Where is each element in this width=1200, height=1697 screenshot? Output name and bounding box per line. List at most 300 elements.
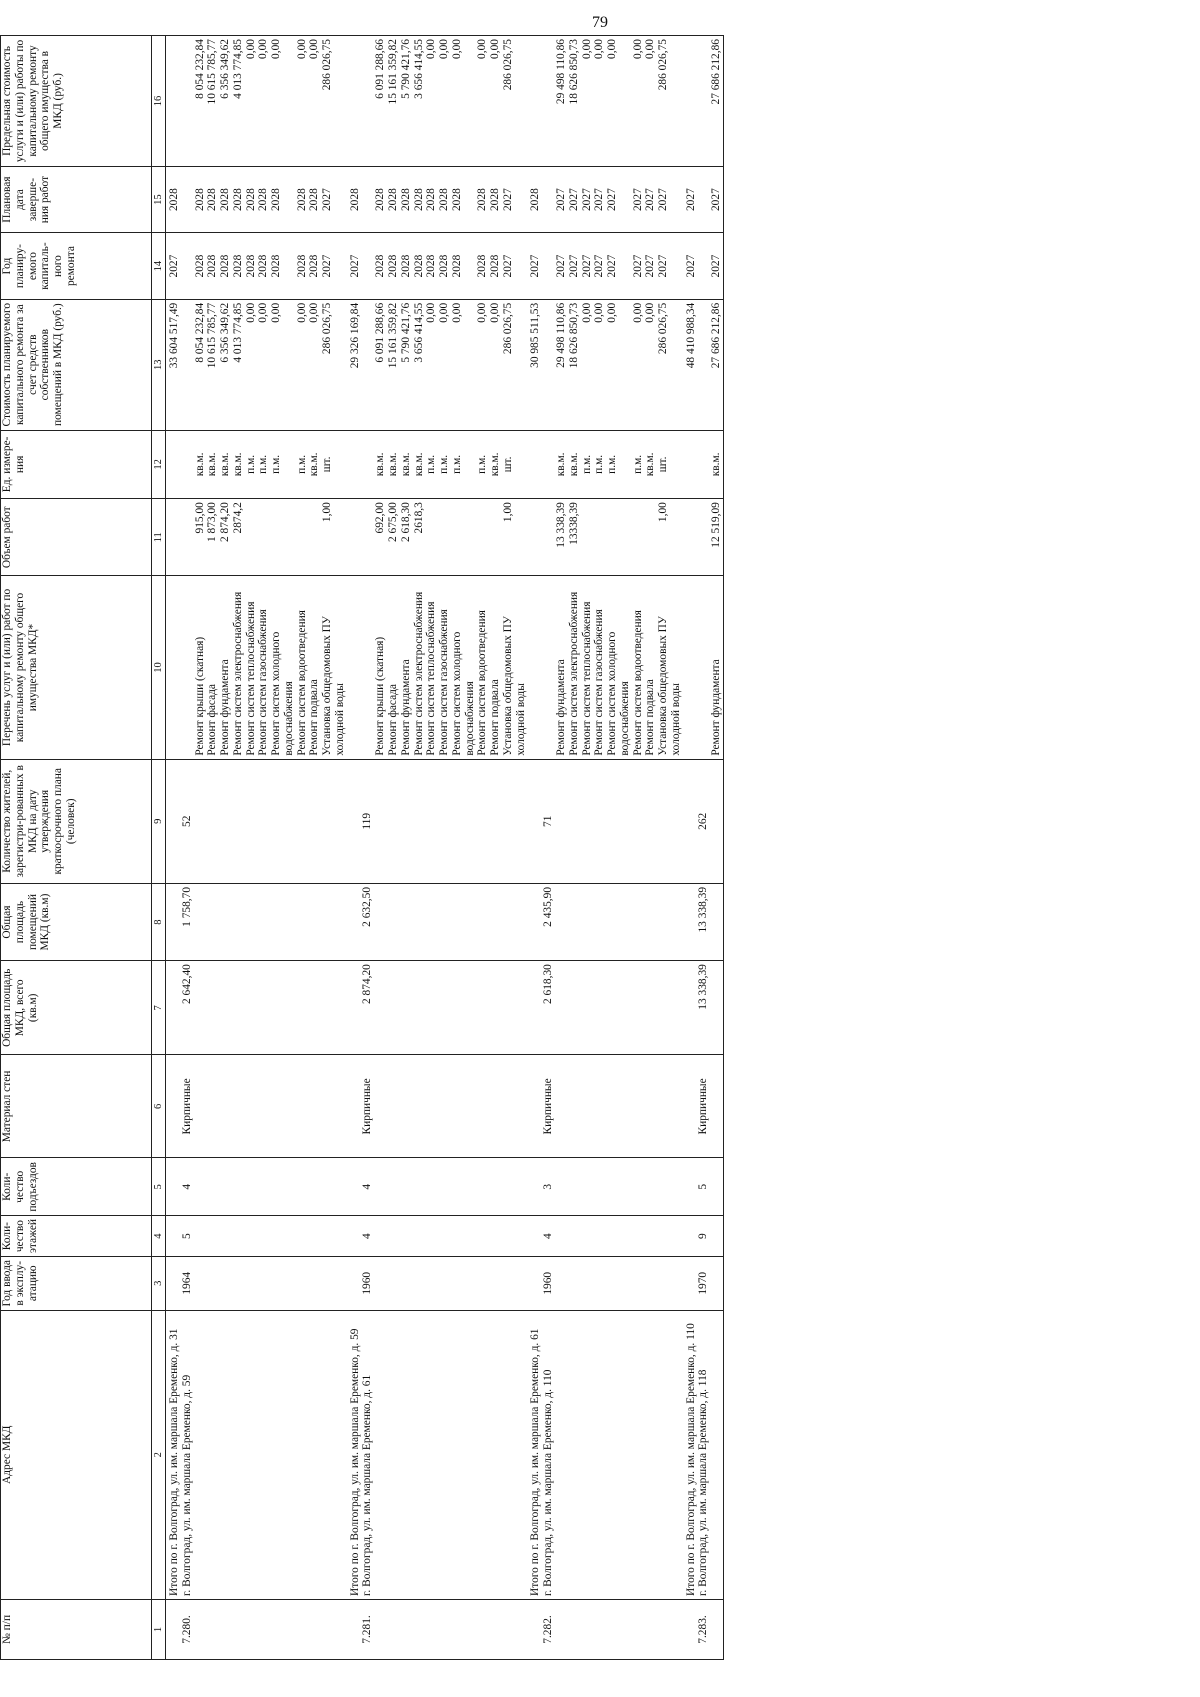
finish-date-cell: 2028 <box>245 166 258 232</box>
volume-cell <box>270 499 296 576</box>
address-cell <box>644 1310 657 1599</box>
year-built-cell <box>308 1256 321 1310</box>
address-cell <box>581 1310 594 1599</box>
unit-cell: кв.м. <box>413 430 426 499</box>
volume-cell <box>632 499 645 576</box>
row-number <box>632 1599 645 1659</box>
plan-year-cell: 2028 <box>438 233 451 299</box>
finish-date-cell: 2028 <box>270 166 296 232</box>
entrances-cell <box>413 1158 426 1216</box>
residents-cell <box>527 759 542 883</box>
rooms-area-cell: 1 758,70 <box>181 883 194 960</box>
wall-material-cell <box>527 1055 542 1158</box>
cost-cell: 0,00 <box>476 299 489 430</box>
year-built-cell <box>581 1256 594 1310</box>
work-row <box>555 36 568 1660</box>
limit-cost-cell: 29 498 110,86 <box>555 36 568 167</box>
plan-year-cell <box>361 233 374 299</box>
address-cell <box>555 1310 568 1599</box>
wall-material-cell: Кирпичные <box>542 1055 555 1158</box>
work-row <box>413 36 426 1660</box>
limit-cost-cell: 6 091 288,66 <box>374 36 387 167</box>
residents-cell <box>194 759 207 883</box>
year-built-cell <box>400 1256 413 1310</box>
limit-cost-cell: 0,00 <box>644 36 657 167</box>
row-number <box>206 1599 219 1659</box>
limit-cost-cell: 8 054 232,84 <box>194 36 207 167</box>
plan-year-cell: 2028 <box>270 233 296 299</box>
column-number: 16 <box>152 36 166 167</box>
finish-date-cell: 2028 <box>194 166 207 232</box>
row-number <box>683 1599 698 1659</box>
plan-year-cell: 2028 <box>489 233 502 299</box>
year-built-cell <box>270 1256 296 1310</box>
cost-cell: 30 985 511,53 <box>527 299 542 430</box>
limit-cost-cell <box>181 36 194 167</box>
residents-cell <box>270 759 296 883</box>
finish-date-cell: 2028 <box>425 166 438 232</box>
work-type-cell: Ремонт фасада <box>387 576 400 759</box>
cost-cell: 3 656 414,55 <box>413 299 426 430</box>
unit-cell <box>527 430 542 499</box>
plan-year-cell: 2027 <box>593 233 606 299</box>
header-cell: Предельная стоимость услуги и (или) работы по капитальному ремонту общего имущества в МКД (руб.) <box>1 36 152 167</box>
work-type-cell: Ремонт систем электроснабжения <box>232 576 245 759</box>
cost-cell: 4 013 774,85 <box>232 299 245 430</box>
work-row <box>502 36 528 1660</box>
header-cell: Ед. измере-ния <box>1 430 152 499</box>
year-built-cell <box>321 1256 347 1310</box>
rooms-area-cell <box>400 883 413 960</box>
entrances-cell <box>296 1158 309 1216</box>
row-number <box>413 1599 426 1659</box>
work-type-cell: Ремонт крыши (скатная) <box>374 576 387 759</box>
total-area-cell <box>489 961 502 1055</box>
unit-cell: п.м. <box>581 430 594 499</box>
cost-cell: 0,00 <box>632 299 645 430</box>
cost-cell: 48 410 988,34 <box>683 299 698 430</box>
residents-cell <box>206 759 219 883</box>
total-area-cell <box>270 961 296 1055</box>
work-row <box>257 36 270 1660</box>
finish-date-cell: 2027 <box>683 166 698 232</box>
rooms-area-cell <box>527 883 542 960</box>
total-area-cell: 13 338,39 <box>697 961 710 1055</box>
entrances-cell <box>400 1158 413 1216</box>
cost-cell: 0,00 <box>438 299 451 430</box>
work-row <box>593 36 606 1660</box>
plan-year-cell: 2027 <box>502 233 528 299</box>
floors-cell: 4 <box>361 1216 374 1257</box>
work-type-cell: Ремонт фундамента <box>400 576 413 759</box>
unit-cell: кв.м. <box>710 430 723 499</box>
column-number: 8 <box>152 883 166 960</box>
finish-date-cell <box>361 166 374 232</box>
address-cell: Итого по г. Волгоград, ул. им. маршала Еременко, д. 31 <box>166 1310 181 1599</box>
total-area-cell <box>451 961 477 1055</box>
total-area-cell <box>657 961 683 1055</box>
total-row <box>166 36 181 1660</box>
rooms-area-cell <box>219 883 232 960</box>
rooms-area-cell <box>593 883 606 960</box>
address-cell <box>206 1310 219 1599</box>
entrances-cell <box>232 1158 245 1216</box>
unit-cell <box>683 430 698 499</box>
work-type-cell <box>683 576 698 759</box>
floors-cell <box>555 1216 568 1257</box>
cost-cell: 0,00 <box>270 299 296 430</box>
row-number <box>451 1599 477 1659</box>
rooms-area-cell <box>425 883 438 960</box>
cost-cell: 6 356 349,62 <box>219 299 232 430</box>
residents-cell <box>606 759 632 883</box>
volume-cell <box>476 499 489 576</box>
volume-cell: 2 618,30 <box>400 499 413 576</box>
year-built-cell: 1960 <box>361 1256 374 1310</box>
cost-cell: 29 498 110,86 <box>555 299 568 430</box>
rooms-area-cell <box>657 883 683 960</box>
entrances-cell: 4 <box>181 1158 194 1216</box>
house-row <box>181 36 194 1660</box>
unit-cell: п.м. <box>245 430 258 499</box>
finish-date-cell: 2027 <box>632 166 645 232</box>
header-cell: № п/п <box>1 1599 152 1659</box>
wall-material-cell <box>476 1055 489 1158</box>
work-type-cell: Ремонт крыши (скатная) <box>194 576 207 759</box>
unit-cell: п.м. <box>451 430 477 499</box>
rotated-table-container <box>0 35 1148 1660</box>
unit-cell: п.м. <box>257 430 270 499</box>
residents-cell <box>232 759 245 883</box>
column-number: 5 <box>152 1158 166 1216</box>
finish-date-cell: 2028 <box>527 166 542 232</box>
residents-cell <box>425 759 438 883</box>
row-number: 7.280. <box>181 1599 194 1659</box>
work-row <box>476 36 489 1660</box>
total-area-cell <box>245 961 258 1055</box>
address-cell <box>219 1310 232 1599</box>
plan-year-cell: 2028 <box>374 233 387 299</box>
entrances-cell <box>581 1158 594 1216</box>
address-cell <box>632 1310 645 1599</box>
rooms-area-cell <box>321 883 347 960</box>
address-cell <box>232 1310 245 1599</box>
work-row <box>321 36 347 1660</box>
address-cell <box>568 1310 581 1599</box>
volume-cell <box>697 499 710 576</box>
row-number <box>270 1599 296 1659</box>
year-built-cell <box>527 1256 542 1310</box>
plan-year-cell <box>697 233 710 299</box>
column-number: 3 <box>152 1256 166 1310</box>
address-cell <box>194 1310 207 1599</box>
wall-material-cell <box>206 1055 219 1158</box>
entrances-cell <box>219 1158 232 1216</box>
residents-cell <box>308 759 321 883</box>
year-built-cell: 1964 <box>181 1256 194 1310</box>
year-built-cell <box>194 1256 207 1310</box>
residents-cell <box>451 759 477 883</box>
volume-cell <box>245 499 258 576</box>
unit-cell: кв.м. <box>374 430 387 499</box>
total-area-cell <box>606 961 632 1055</box>
volume-cell: 2874,2 <box>232 499 245 576</box>
volume-cell <box>644 499 657 576</box>
rooms-area-cell <box>502 883 528 960</box>
finish-date-cell <box>542 166 555 232</box>
residents-cell: 71 <box>542 759 555 883</box>
rooms-area-cell <box>257 883 270 960</box>
residents-cell <box>219 759 232 883</box>
floors-cell <box>710 1216 723 1257</box>
column-number: 2 <box>152 1310 166 1599</box>
header-cell: Количество жителей, зарегистри-рованных в МКД на дату утверждения краткосрочного плана (человек) <box>1 759 152 883</box>
floors-cell <box>270 1216 296 1257</box>
limit-cost-cell: 0,00 <box>606 36 632 167</box>
entrances-cell <box>270 1158 296 1216</box>
finish-date-cell: 2028 <box>451 166 477 232</box>
volume-cell <box>593 499 606 576</box>
finish-date-cell: 2027 <box>593 166 606 232</box>
row-number <box>644 1599 657 1659</box>
volume-cell: 1,00 <box>502 499 528 576</box>
entrances-cell <box>502 1158 528 1216</box>
year-built-cell <box>166 1256 181 1310</box>
column-number: 14 <box>152 233 166 299</box>
unit-cell: шт. <box>502 430 528 499</box>
rooms-area-cell <box>413 883 426 960</box>
total-area-cell <box>166 961 181 1055</box>
wall-material-cell <box>413 1055 426 1158</box>
cost-cell: 0,00 <box>245 299 258 430</box>
plan-year-cell: 2027 <box>683 233 698 299</box>
year-built-cell <box>593 1256 606 1310</box>
volume-cell <box>542 499 555 576</box>
plan-year-cell: 2028 <box>219 233 232 299</box>
unit-cell: кв.м. <box>206 430 219 499</box>
address-cell <box>451 1310 477 1599</box>
work-type-cell: Ремонт систем теплоснабжения <box>425 576 438 759</box>
row-number <box>219 1599 232 1659</box>
cost-cell: 29 326 169,84 <box>347 299 362 430</box>
unit-cell <box>166 430 181 499</box>
floors-cell: 4 <box>542 1216 555 1257</box>
plan-year-cell: 2027 <box>581 233 594 299</box>
cost-cell: 0,00 <box>296 299 309 430</box>
residents-cell: 262 <box>697 759 710 883</box>
floors-cell <box>581 1216 594 1257</box>
limit-cost-cell: 0,00 <box>489 36 502 167</box>
year-built-cell <box>502 1256 528 1310</box>
residents-cell <box>581 759 594 883</box>
residents-cell <box>387 759 400 883</box>
volume-cell: 2618,3 <box>413 499 426 576</box>
address-cell: г. Волгоград, ул. им. маршала Еременко, д. 110 <box>542 1310 555 1599</box>
limit-cost-cell: 0,00 <box>451 36 477 167</box>
plan-year-cell: 2028 <box>206 233 219 299</box>
year-built-cell <box>296 1256 309 1310</box>
rooms-area-cell <box>606 883 632 960</box>
unit-cell: кв.м. <box>644 430 657 499</box>
volume-cell: 1,00 <box>657 499 683 576</box>
finish-date-cell: 2028 <box>257 166 270 232</box>
total-area-cell <box>321 961 347 1055</box>
header-row <box>1 36 152 1660</box>
address-cell <box>257 1310 270 1599</box>
year-built-cell <box>606 1256 632 1310</box>
finish-date-cell: 2028 <box>374 166 387 232</box>
floors-cell <box>166 1216 181 1257</box>
row-number <box>476 1599 489 1659</box>
column-number: 4 <box>152 1216 166 1257</box>
total-area-cell <box>219 961 232 1055</box>
entrances-cell <box>527 1158 542 1216</box>
plan-year-cell: 2027 <box>710 233 723 299</box>
finish-date-cell: 2027 <box>502 166 528 232</box>
finish-date-cell: 2027 <box>606 166 632 232</box>
wall-material-cell <box>438 1055 451 1158</box>
floors-cell <box>568 1216 581 1257</box>
volume-cell <box>581 499 594 576</box>
rooms-area-cell <box>245 883 258 960</box>
row-number <box>232 1599 245 1659</box>
limit-cost-cell: 0,00 <box>270 36 296 167</box>
header-cell: Год планиру-емого капиталь-ного ремонта <box>1 233 152 299</box>
work-type-cell: Ремонт систем газоснабжения <box>257 576 270 759</box>
address-cell: г. Волгоград, ул. им. маршала Еременко, д. 61 <box>361 1310 374 1599</box>
residents-cell <box>166 759 181 883</box>
wall-material-cell <box>489 1055 502 1158</box>
finish-date-cell: 2028 <box>387 166 400 232</box>
finish-date-cell: 2027 <box>568 166 581 232</box>
work-type-cell: Ремонт фундамента <box>710 576 723 759</box>
total-area-cell <box>206 961 219 1055</box>
row-number <box>296 1599 309 1659</box>
entrances-cell <box>206 1158 219 1216</box>
residents-cell <box>245 759 258 883</box>
limit-cost-cell: 0,00 <box>425 36 438 167</box>
wall-material-cell <box>568 1055 581 1158</box>
address-cell <box>374 1310 387 1599</box>
finish-date-cell: 2028 <box>438 166 451 232</box>
rooms-area-cell <box>644 883 657 960</box>
unit-cell: кв.м. <box>387 430 400 499</box>
rooms-area-cell: 2 435,90 <box>542 883 555 960</box>
entrances-cell <box>257 1158 270 1216</box>
floors-cell <box>683 1216 698 1257</box>
residents-cell <box>296 759 309 883</box>
floors-cell <box>308 1216 321 1257</box>
cost-cell: 5 790 421,76 <box>400 299 413 430</box>
work-row <box>581 36 594 1660</box>
volume-cell <box>683 499 698 576</box>
volume-cell <box>308 499 321 576</box>
entrances-cell <box>374 1158 387 1216</box>
column-number: 9 <box>152 759 166 883</box>
wall-material-cell <box>400 1055 413 1158</box>
work-type-cell: Ремонт систем водоотведения <box>632 576 645 759</box>
wall-material-cell: Кирпичные <box>361 1055 374 1158</box>
finish-date-cell <box>697 166 710 232</box>
limit-cost-cell: 0,00 <box>593 36 606 167</box>
row-number <box>581 1599 594 1659</box>
total-area-cell <box>400 961 413 1055</box>
column-number: 6 <box>152 1055 166 1158</box>
total-area-cell <box>194 961 207 1055</box>
wall-material-cell <box>232 1055 245 1158</box>
residents-cell <box>593 759 606 883</box>
address-cell: Итого по г. Волгоград, ул. им. маршала Еременко, д. 61 <box>527 1310 542 1599</box>
year-built-cell <box>245 1256 258 1310</box>
residents-cell <box>683 759 698 883</box>
floors-cell <box>245 1216 258 1257</box>
row-number <box>166 1599 181 1659</box>
unit-cell <box>361 430 374 499</box>
residents-cell <box>257 759 270 883</box>
year-built-cell <box>683 1256 698 1310</box>
address-cell <box>606 1310 632 1599</box>
floors-cell <box>527 1216 542 1257</box>
year-built-cell: 1960 <box>542 1256 555 1310</box>
cost-cell: 33 604 517,49 <box>166 299 181 430</box>
work-type-cell: Ремонт систем электроснабжения <box>568 576 581 759</box>
floors-cell <box>347 1216 362 1257</box>
floors-cell: 9 <box>697 1216 710 1257</box>
wall-material-cell <box>245 1055 258 1158</box>
finish-date-cell: 2028 <box>489 166 502 232</box>
address-cell <box>489 1310 502 1599</box>
column-number: 10 <box>152 576 166 759</box>
work-row <box>400 36 413 1660</box>
entrances-cell <box>568 1158 581 1216</box>
work-type-cell: Установка общедомовых ПУ холодной воды <box>321 576 347 759</box>
residents-cell <box>374 759 387 883</box>
unit-cell: кв.м. <box>219 430 232 499</box>
address-cell <box>296 1310 309 1599</box>
column-number: 13 <box>152 299 166 430</box>
unit-cell: шт. <box>321 430 347 499</box>
residents-cell <box>489 759 502 883</box>
entrances-cell <box>683 1158 698 1216</box>
volume-cell <box>425 499 438 576</box>
rooms-area-cell <box>374 883 387 960</box>
floors-cell <box>257 1216 270 1257</box>
volume-cell <box>181 499 194 576</box>
entrances-cell: 5 <box>697 1158 710 1216</box>
year-built-cell <box>413 1256 426 1310</box>
work-row <box>438 36 451 1660</box>
work-row <box>270 36 296 1660</box>
residents-cell <box>632 759 645 883</box>
address-cell <box>710 1310 723 1599</box>
unit-cell: п.м. <box>296 430 309 499</box>
rooms-area-cell <box>387 883 400 960</box>
rooms-area-cell <box>568 883 581 960</box>
cost-cell: 0,00 <box>593 299 606 430</box>
entrances-cell <box>710 1158 723 1216</box>
cost-cell: 0,00 <box>425 299 438 430</box>
work-row <box>194 36 207 1660</box>
unit-cell: шт. <box>657 430 683 499</box>
work-type-cell: Ремонт систем газоснабжения <box>438 576 451 759</box>
wall-material-cell <box>194 1055 207 1158</box>
entrances-cell <box>245 1158 258 1216</box>
rooms-area-cell <box>232 883 245 960</box>
floors-cell <box>400 1216 413 1257</box>
floors-cell <box>387 1216 400 1257</box>
table-body <box>166 36 724 1660</box>
row-number <box>194 1599 207 1659</box>
